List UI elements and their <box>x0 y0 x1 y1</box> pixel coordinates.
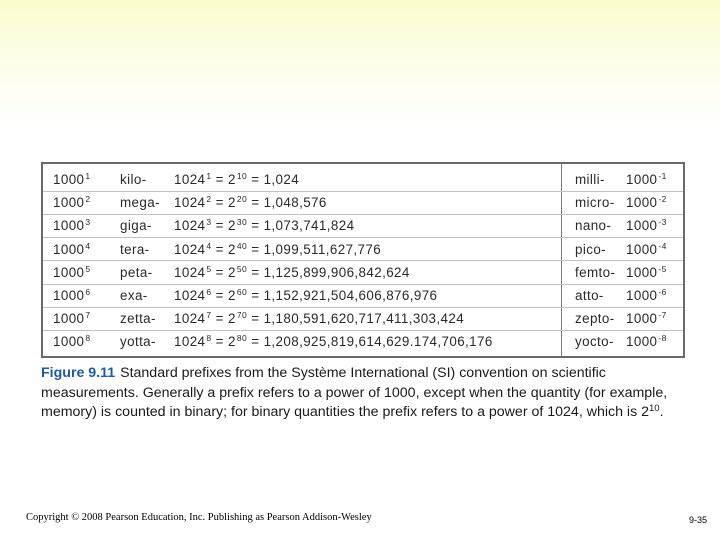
decimal-power-cell <box>53 191 91 214</box>
large-prefix-cell <box>120 330 156 353</box>
figure-label: Figure 9.11 <box>41 365 116 381</box>
negative-power-cell <box>626 330 667 353</box>
decimal-base: 1000 <box>53 218 85 234</box>
binary-power-cell: $1024^3 = 2^{30} = 1,073,741,824$ <box>174 217 355 234</box>
decimal-exponent: 3 <box>85 217 91 228</box>
binary-base: 1024 <box>174 334 206 350</box>
binary-exponent: 4 <box>206 240 212 251</box>
small-prefix-cell <box>575 330 614 353</box>
power-of-two-exponent: 50 <box>236 263 248 274</box>
binary-exponent: 3 <box>206 217 212 228</box>
negative-base: 1000 <box>626 334 658 350</box>
negative-base: 1000 <box>626 195 658 211</box>
large-prefix-cell <box>120 261 153 284</box>
decimal-exponent: 7 <box>85 310 91 321</box>
small-prefix-cell <box>575 238 606 261</box>
negative-base: 1000 <box>626 264 658 280</box>
decimal-base: 1000 <box>53 172 85 187</box>
decimal-exponent: 1 <box>85 171 91 181</box>
small-prefix: zepto- <box>575 311 615 327</box>
negative-power-cell <box>626 214 667 237</box>
negative-exponent: -7 <box>658 310 667 321</box>
binary-value: 1,024 <box>263 172 300 187</box>
power-of-two-exponent: 80 <box>236 333 248 344</box>
binary-base: 1024 <box>174 241 206 257</box>
binary-base: 1024 <box>174 264 206 280</box>
power-of-two-exponent: 10 <box>236 171 248 181</box>
binary-value: 1,125,899,906,842,624 <box>263 264 410 280</box>
small-prefix-cell <box>575 191 615 214</box>
binary-power-cell: $1024^4 = 2^{40} = 1,099,511,627,776$ <box>174 240 382 257</box>
binary-exponent: 2 <box>206 194 212 205</box>
large-prefix: kilo- <box>120 172 147 187</box>
power-of-two-exponent: 30 <box>236 217 248 228</box>
decimal-base: 1000 <box>53 195 85 211</box>
negative-base: 1000 <box>626 311 658 327</box>
negative-power-cell <box>626 191 667 214</box>
binary-value: 1,180,591,620,717,411,303,424 <box>263 311 465 327</box>
binary-power-cell: $1024^1 = 2^{10} = 1,024$ <box>174 171 300 187</box>
large-prefix: mega- <box>120 195 160 211</box>
small-prefix: micro- <box>575 195 615 211</box>
decimal-base: 1000 <box>53 264 85 280</box>
decimal-exponent: 5 <box>85 263 91 274</box>
large-prefix: giga- <box>120 218 152 234</box>
decimal-base: 1000 <box>53 288 85 303</box>
decimal-power-cell <box>53 284 91 307</box>
large-prefix-cell <box>120 284 148 307</box>
binary-value: 1,152,921,504,606,876,976 <box>263 288 438 303</box>
binary-value: 1,208,925,819,614,629.174,706,176 <box>263 334 493 350</box>
large-prefix-cell <box>120 307 156 330</box>
small-prefix: atto- <box>575 288 604 303</box>
power-of-two-exponent: 70 <box>236 310 248 321</box>
small-prefix: nano- <box>575 218 612 234</box>
decimal-exponent: 6 <box>85 287 91 297</box>
binary-power-cell: $1024^8 = 2^{80} = 1,208,925,819,614,629.174,706,176$ <box>174 333 493 350</box>
decimal-exponent: 4 <box>85 240 91 251</box>
binary-power-cell: $1024^7 = 2^{70} = 1,180,591,620,717,411,303,424$ <box>174 310 465 327</box>
decimal-power-cell <box>53 238 91 261</box>
binary-power-cell: $1024^5 = 2^{50} = 1,125,899,906,842,624$ <box>174 263 410 280</box>
decimal-exponent: 8 <box>85 333 91 344</box>
large-prefix: peta- <box>120 264 153 280</box>
small-prefix: femto- <box>575 264 616 280</box>
figure-caption <box>41 364 681 424</box>
binary-value: 1,048,576 <box>263 195 327 211</box>
power-of-two-exponent: 40 <box>236 240 248 251</box>
negative-base: 1000 <box>626 218 658 234</box>
power-of-two-exponent: 20 <box>236 194 248 205</box>
decimal-base: 1000 <box>53 311 85 327</box>
large-prefix-cell <box>120 168 147 191</box>
small-prefix-cell <box>575 261 615 284</box>
binary-exponent: 6 <box>206 287 212 297</box>
negative-base: 1000 <box>626 288 658 303</box>
negative-exponent: -5 <box>658 263 667 274</box>
large-prefix: yotta- <box>120 334 156 350</box>
negative-base: 1000 <box>626 172 658 187</box>
copyright-notice: Copyright © 2008 Pearson Education, Inc. Publishing as Pearson Addison-Wesley <box>26 512 372 523</box>
decimal-power-cell <box>53 307 91 330</box>
negative-power-cell <box>626 261 667 284</box>
small-prefix: yocto- <box>575 334 614 350</box>
negative-exponent: -8 <box>658 333 667 344</box>
negative-exponent: -4 <box>658 240 667 251</box>
decimal-exponent: 2 <box>85 194 91 205</box>
negative-exponent: -1 <box>658 171 667 181</box>
large-prefix: tera- <box>120 241 150 257</box>
small-prefix: milli- <box>575 172 605 187</box>
binary-exponent: 5 <box>206 263 212 274</box>
small-prefix-cell <box>575 214 611 237</box>
binary-power-cell: $1024^6 = 2^{60} = 1,152,921,504,606,876,976$ <box>174 287 438 303</box>
negative-power-cell <box>626 168 667 191</box>
binary-base: 1024 <box>174 311 206 327</box>
binary-exponent: 7 <box>206 310 212 321</box>
large-prefix-cell <box>120 214 152 237</box>
binary-base: 1024 <box>174 195 206 211</box>
decimal-power-cell <box>53 214 91 237</box>
binary-value: 1,099,511,627,776 <box>263 241 382 257</box>
negative-power-cell <box>626 284 667 307</box>
power-of-two-exponent: 60 <box>236 287 248 297</box>
large-prefix: zetta- <box>120 311 156 327</box>
negative-exponent: -3 <box>658 217 667 228</box>
decimal-power-cell <box>53 261 91 284</box>
negative-base: 1000 <box>626 241 658 257</box>
small-prefix-cell <box>575 284 604 307</box>
negative-power-cell <box>626 238 667 261</box>
decimal-power-cell <box>53 330 91 353</box>
caption-exponent: 10 <box>649 403 660 414</box>
page-number: 9-35 <box>688 515 707 525</box>
binary-base: 1024 <box>174 218 206 234</box>
large-prefix: exa- <box>120 288 148 303</box>
negative-exponent: -6 <box>658 287 667 297</box>
large-prefix-cell <box>120 238 150 261</box>
binary-power-cell: $1024^2 = 2^{20} = 1,048,576$ <box>174 194 327 211</box>
small-prefix-cell <box>575 307 615 330</box>
small-prefix-cell <box>575 168 605 191</box>
negative-power-cell <box>626 307 667 330</box>
binary-exponent: 1 <box>206 171 212 181</box>
caption-period: . <box>659 404 664 420</box>
decimal-power-cell <box>53 168 91 191</box>
decimal-base: 1000 <box>53 241 85 257</box>
small-prefix: pico- <box>575 241 607 257</box>
binary-value: 1,073,741,824 <box>263 218 355 234</box>
binary-exponent: 8 <box>206 333 212 344</box>
binary-base: 1024 <box>174 172 206 187</box>
large-prefix-cell <box>120 191 160 214</box>
negative-exponent: -2 <box>658 194 667 205</box>
si-prefix-table <box>41 162 685 358</box>
decimal-base: 1000 <box>53 334 85 350</box>
caption-text: Standard prefixes from the Système International (SI) convention on scientific measurements. Generally a prefix refers to a power of 1000, except when the quantity (for example, memory) is counted in binary; for binary quantities the prefix refers to a power of 1024, which is 2 <box>41 365 668 420</box>
binary-base: 1024 <box>174 288 206 303</box>
